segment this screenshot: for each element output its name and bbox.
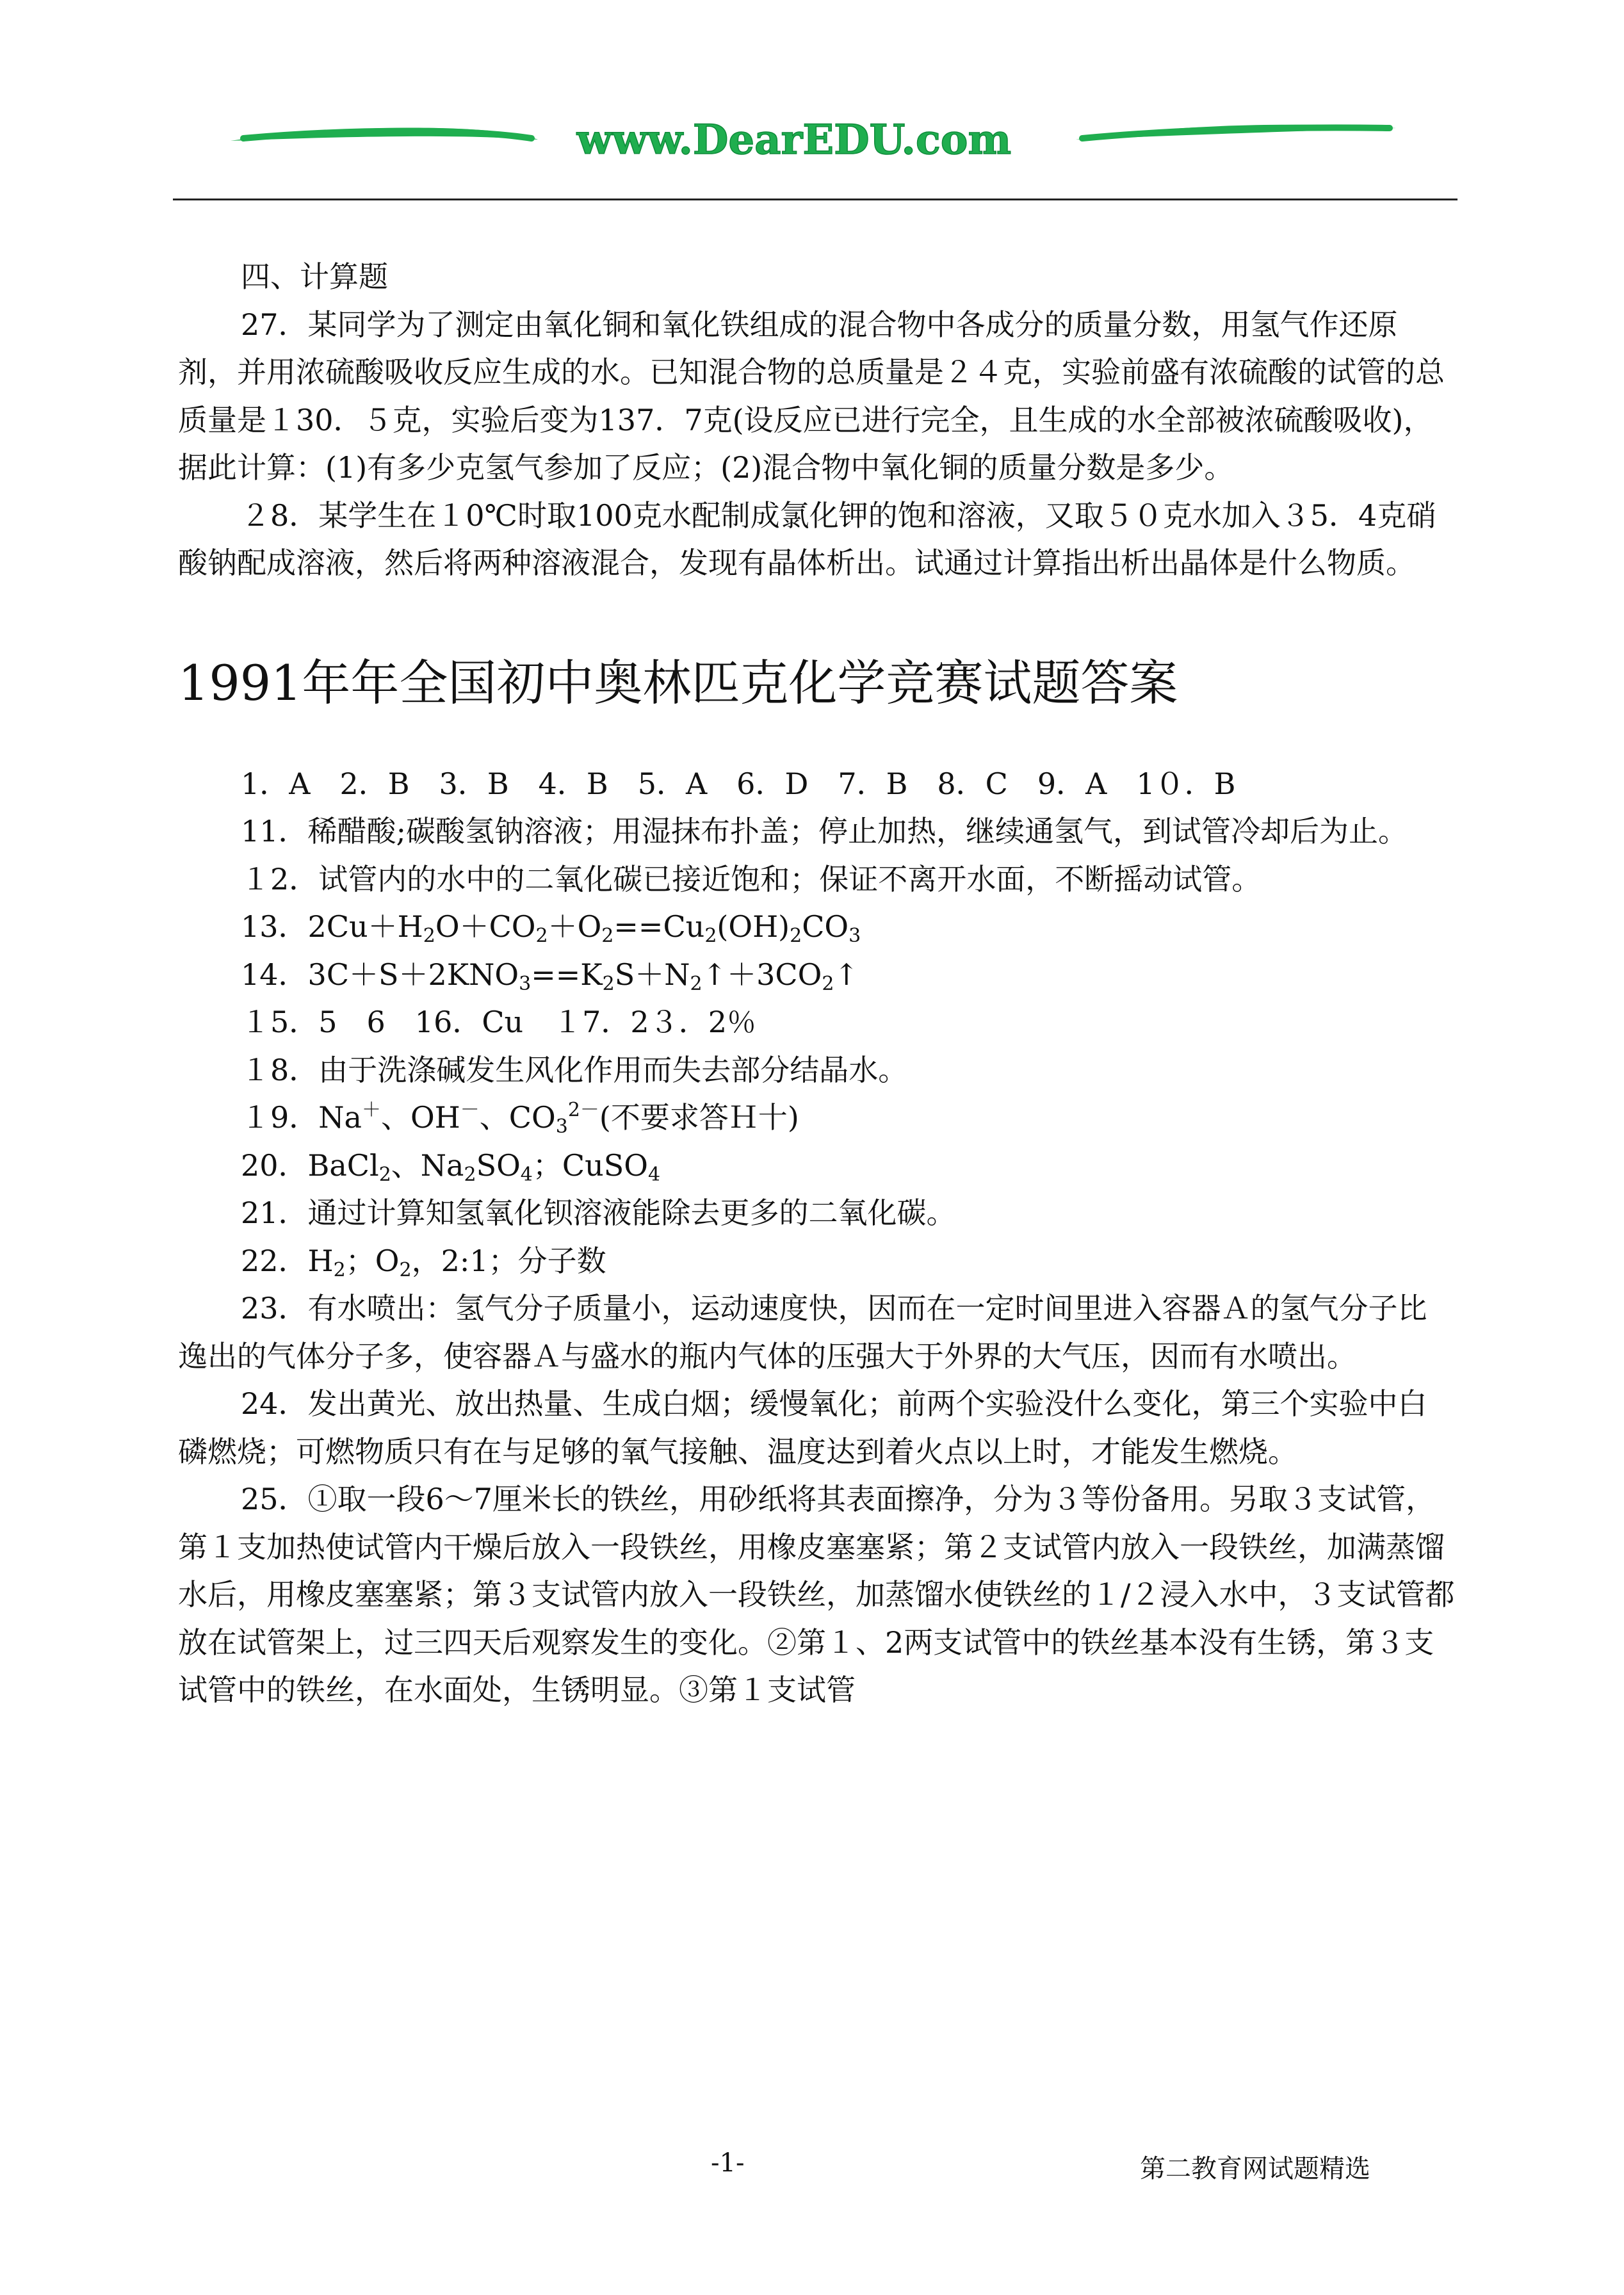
section-heading: 四、计算题 bbox=[241, 259, 388, 294]
answer-15-17: １5．5 6 16．Cu １7．2３．2％ bbox=[241, 1005, 756, 1039]
header-divider bbox=[173, 199, 1458, 200]
answer-22: 22．$H_2$；$O_2$，2:1；分子数 bbox=[241, 1243, 606, 1281]
answer-18: １8．由于洗涤碱发生风化作用而失去部分结晶水。 bbox=[241, 1052, 908, 1087]
answer-25: 25．①取一段6～7厘米长的铁丝，用砂纸将其表面擦净，分为３等份备用。另取３支试管，第１支加热使试管内干燥后放入一段铁丝，用橡皮塞塞紧；第２支试管内放入一段铁丝，加满蒸馏水后，用橡皮塞塞紧；第３支试管内放入一段铁丝，加蒸馏水使铁丝的１/２浸入水中，３支试管都放在试管架上，过三四天后观察发生的变化。②第１、2两支试管中的铁丝基本没有生锈，第３支试管中的铁丝，在水面处，生锈明显。③第１支试管 bbox=[178, 1482, 1455, 1707]
answer-23: 23．有水喷出：氢气分子质量小，运动速度快，因而在一定时间里进入容器Ａ的氢气分子比逸出的气体分子多，使容器Ａ与盛水的瓶内气体的压强大于外界的大气压，因而有水喷出。 bbox=[178, 1291, 1427, 1374]
footer-source: 第二教育网试题精选 bbox=[1140, 2154, 1370, 2184]
answer-19: １9．Na＋、OH－、$CO_3^{2-}$(不要求答Ｈ十) bbox=[241, 1099, 799, 1138]
answer-20: 20．BaCl$_2$、$Na_2SO_4$；CuSO$_4$ bbox=[241, 1148, 661, 1186]
question-28: ２8．某学生在１0℃时取100克水配制成氯化钾的饱和溶液，又取５０克水加入３5．4克硝酸钠配成溶液，然后将两种溶液混合，发现有晶体析出。试通过计算指出析出晶体是什么物质。 bbox=[178, 498, 1436, 580]
site-logo-text: www.DearEDU.com bbox=[576, 116, 1012, 164]
question-27: 27．某同学为了测定由氧化铜和氧化铁组成的混合物中各成分的质量分数，用氢气作还原剂，并用浓硫酸吸收反应生成的水。已知混合物的总质量是２４克，实验前盛有浓硫酸的试管的总质量是１30．５克，实验后变为137．7克(设反应已进行完全，且生成的水全部被浓硫酸吸收)，据此计算：(1)有多少克氢气参加了反应；(2)混合物中氧化铜的质量分数是多少。 bbox=[178, 307, 1445, 485]
document-body bbox=[178, 253, 1456, 1714]
answer-21: 21．通过计算知氢氧化钡溶液能除去更多的二氧化碳。 bbox=[241, 1196, 956, 1230]
answer-13: 13．$2Cu+H_2O+CO_2+O_2==Cu_2(OH)_2CO_3$ bbox=[241, 909, 861, 947]
answer-24: 24．发出黄光、放出热量、生成白烟；缓慢氧化；前两个实验没什么变化，第三个实验中白磷燃烧；可燃物质只有在与足够的氧气接触、温度达到着火点以上时，才能发生燃烧。 bbox=[178, 1386, 1427, 1469]
answer-14: 14．$3C+S+2KNO_3==K_2S+N_2↑+3CO_2↑$ bbox=[241, 957, 859, 995]
answer-12: １2．试管内的水中的二氧化碳已接近饱和；保证不离开水面，不断摇动试管。 bbox=[241, 861, 1262, 896]
page-number: -1- bbox=[711, 2148, 745, 2178]
page-header bbox=[0, 0, 1624, 211]
answer-11: 11．稀醋酸;碳酸氢钠溶液；用湿抹布扑盖；停止加热，继续通氢气，到试管冷却后为止。 bbox=[241, 814, 1408, 848]
answer-1-10: 1．A 2．B 3．B 4．B 5．A 6．D 7．B 8．C 9．A 1０．B bbox=[241, 766, 1236, 801]
answers-title: 1991年年全国初中奥林匹克化学竞赛试题答案 bbox=[178, 654, 1178, 711]
site-logo bbox=[231, 109, 1396, 166]
